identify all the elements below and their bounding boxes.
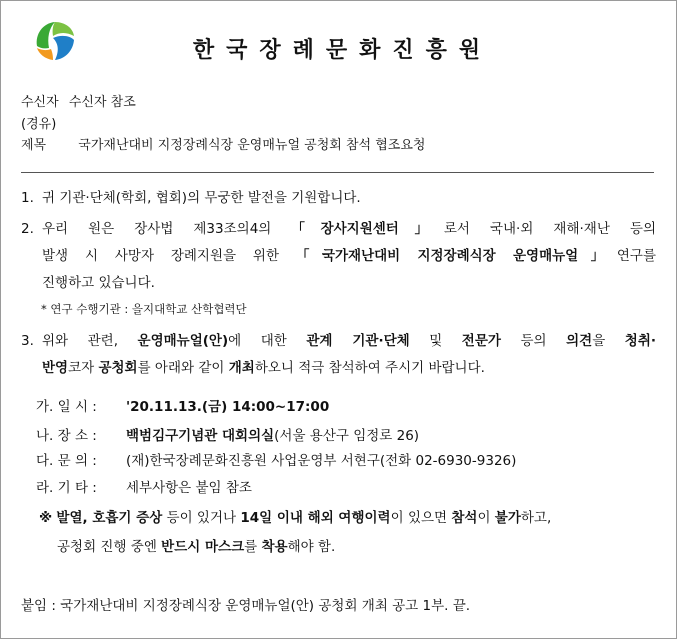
emphasis-text: 참석 xyxy=(451,510,478,526)
emphasis-text: 발열, 호흡기 증상 xyxy=(56,510,163,526)
emphasis-text: 운영매뉴얼(안) xyxy=(137,333,229,349)
subject-label: 제목 xyxy=(21,138,47,153)
attachment-line: 붙임 : 국가재난대비 지정장례식장 운영매뉴얼(안) 공청회 개최 공고 1부. 끝. xyxy=(21,598,471,614)
emphasis-text: 반영 xyxy=(42,360,69,376)
paragraph-text xyxy=(42,216,656,297)
detail-contact xyxy=(36,449,516,469)
paragraph-2 xyxy=(21,216,656,297)
text-run: 에 대한 xyxy=(228,333,307,349)
paragraph-text xyxy=(42,328,656,382)
text-run: 발생 시 사망자 장례지원을 위한 xyxy=(42,248,296,264)
emphasis-text: 불가 xyxy=(494,510,521,526)
paragraph-number: 1. xyxy=(21,190,34,206)
detail-label: 다. 문 의 : xyxy=(36,453,97,469)
emphasis-text: 청취· xyxy=(624,333,656,349)
detail-label: 나. 장 소 : xyxy=(36,428,97,444)
paragraph-line xyxy=(42,328,656,355)
organization-title: 한국장례문화진흥원 xyxy=(192,37,493,63)
research-note: * 연구 수행기관 : 을지대학교 산학협력단 xyxy=(41,302,247,316)
subject-line xyxy=(21,136,425,155)
paragraph-text: 귀 기관·단체(학회, 협회)의 무궁한 발전을 기원합니다. xyxy=(42,190,361,206)
emphasis-text: 착용 xyxy=(261,539,288,555)
emphasis-text: 「국가재난대비 지정장례식장 운영매뉴얼」 xyxy=(295,248,617,264)
text-run: 위와 관련, xyxy=(42,333,138,349)
text-run: 공청회 진행 중엔 xyxy=(57,539,162,555)
text-run: 등이 있거나 xyxy=(162,510,241,526)
text-run: 이 xyxy=(477,510,495,526)
text-run: 를 아래와 같이 xyxy=(137,360,229,376)
detail-datetime xyxy=(36,395,329,415)
text-run: 및 xyxy=(409,333,462,349)
emphasis-text: 관계 기관·단체 xyxy=(306,333,410,349)
detail-label: 라. 기 타 : xyxy=(36,480,97,496)
text-run: 우리 원은 장사법 제33조의4의 xyxy=(42,221,292,237)
warning-line xyxy=(39,504,551,533)
detail-label: 가. 일 시 : xyxy=(36,399,97,415)
detail-value: 세부사항은 붙임 참조 xyxy=(126,480,252,496)
recipient-line xyxy=(21,93,136,112)
detail-value: (재)한국장례문화진흥원 사업운영부 서현구(전화 02-6930-9326) xyxy=(126,453,517,469)
emphasis-text: 의견 xyxy=(566,333,593,349)
text-run: 하오니 적극 참석하여 주시기 바랍니다. xyxy=(254,360,485,376)
text-run: 코자 xyxy=(68,360,99,376)
detail-other xyxy=(36,476,252,496)
text-run: 이 있으면 xyxy=(390,510,452,526)
reference-mark: ※ xyxy=(39,510,53,526)
detail-value: '20.11.13.(금) 14:00~17:00 xyxy=(126,399,330,415)
recipient-value: 수신자 참조 xyxy=(68,95,136,110)
emphasis-text: 「장사지원센터」 xyxy=(291,221,444,237)
detail-location xyxy=(36,424,419,444)
paragraph-line: 진행하고 있습니다. xyxy=(42,275,155,291)
subject-value: 국가재난대비 지정장례식장 운영매뉴얼 공청회 참석 협조요청 xyxy=(78,138,426,153)
paragraph-1 xyxy=(21,185,656,212)
emphasis-text: 전문가 xyxy=(461,333,501,349)
via-label: (경유) xyxy=(21,117,57,132)
text-run: 하고, xyxy=(520,510,552,526)
detail-value-bold: 백범김구기념관 대회의실 xyxy=(126,428,275,444)
text-run: 등의 xyxy=(500,333,567,349)
emphasis-text: 개최 xyxy=(228,360,255,376)
paragraph-number: 2. xyxy=(21,221,34,237)
emphasis-text: 공청회 xyxy=(98,360,138,376)
paragraph-number: 3. xyxy=(21,333,34,349)
covid-warning xyxy=(39,504,551,562)
paragraph-line xyxy=(42,243,656,270)
warning-line xyxy=(39,533,551,562)
recipient-label: 수신자 xyxy=(21,95,59,110)
paragraph-line xyxy=(42,355,656,382)
text-run: 를 xyxy=(244,539,262,555)
text-run: 연구를 xyxy=(616,248,656,264)
emphasis-text: 14일 이내 해외 여행이력 xyxy=(240,510,391,526)
paragraph-line xyxy=(42,216,656,243)
text-run: 을 xyxy=(592,333,625,349)
emphasis-text: 반드시 마스크 xyxy=(161,539,245,555)
text-run: 해야 함. xyxy=(287,539,336,555)
paragraph-3 xyxy=(21,328,656,382)
text-run: 로서 국내·외 재해·재난 등의 xyxy=(443,221,656,237)
via-line xyxy=(21,115,56,134)
detail-value: (서울 용산구 임정로 26) xyxy=(274,428,420,444)
header-divider xyxy=(21,172,654,173)
